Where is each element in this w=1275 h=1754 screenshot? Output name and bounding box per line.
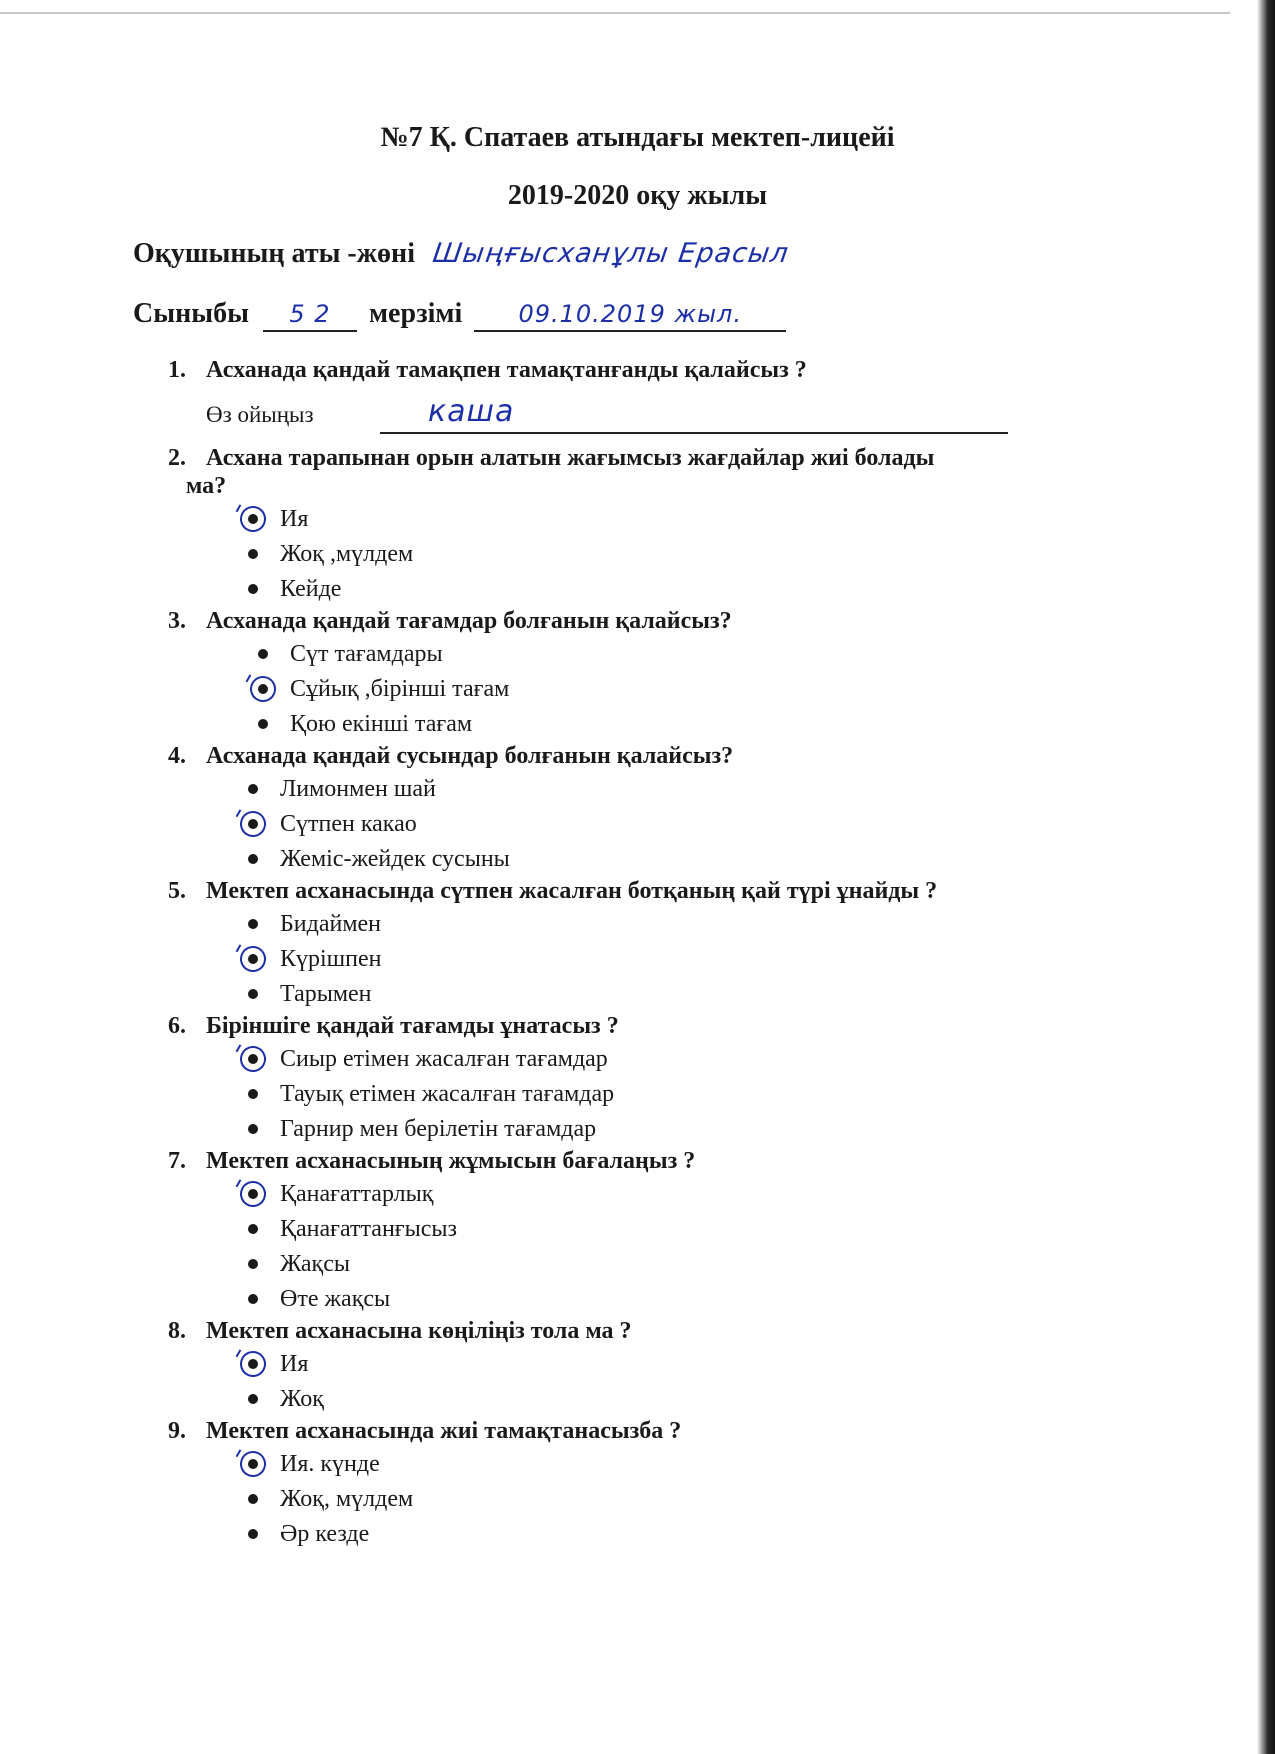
question-6 xyxy=(168,1012,1168,1147)
option xyxy=(168,537,1168,572)
option-label: Қанағаттанғысыз xyxy=(280,1216,458,1242)
bullet-icon xyxy=(248,1224,258,1234)
question-number: 5. xyxy=(168,878,186,904)
option-label: Бидаймен xyxy=(280,911,382,937)
bullet-icon xyxy=(258,649,268,659)
open-answer-label: Өз ойыңыз xyxy=(206,402,314,427)
scan-page-edge xyxy=(1257,0,1275,1754)
bullet-icon xyxy=(258,719,268,729)
bullet-icon xyxy=(248,1259,258,1269)
question-text-line-2: ма? xyxy=(186,473,227,499)
bullet-icon xyxy=(248,954,258,964)
option xyxy=(168,1212,1168,1247)
question-title xyxy=(168,877,1168,905)
question-title xyxy=(168,1317,1168,1345)
student-name-handwritten: Шыңғысханұлы Ерасыл xyxy=(430,238,791,269)
question-text: Асханада қандай сусындар болғанын қалайсыз? xyxy=(206,743,734,769)
option-label: Жоқ, мүлдем xyxy=(280,1486,414,1512)
question-text: Біріншіге қандай тағамды ұнатасыз ? xyxy=(206,1013,619,1039)
question-text: Мектеп асханасында сүтпен жасалған ботқаның қай түрі ұнайды ? xyxy=(206,878,938,904)
question-number: 7. xyxy=(168,1148,186,1174)
question-text: Асханада қандай тамақпен тамақтанғанды қалайсыз ? xyxy=(206,357,807,383)
question-7 xyxy=(168,1147,1168,1317)
date-handwritten: 09.10.2019 жыл. xyxy=(518,300,743,328)
option xyxy=(168,977,1168,1012)
answer-line xyxy=(380,432,1008,434)
option-label: Сұйық ,бірінші тағам xyxy=(290,676,510,702)
option-selected xyxy=(168,672,1168,707)
question-8 xyxy=(168,1317,1168,1417)
bullet-icon xyxy=(248,549,258,559)
open-answer-handwritten: каша xyxy=(428,394,515,429)
questionnaire xyxy=(168,356,1168,1552)
option xyxy=(168,1247,1168,1282)
option-label: Тауық етімен жасалған тағамдар xyxy=(280,1081,615,1107)
option-label: Жоқ ,мүлдем xyxy=(280,541,414,567)
question-number: 9. xyxy=(168,1418,186,1444)
option xyxy=(168,1112,1168,1147)
class-date-row xyxy=(133,298,786,332)
question-4 xyxy=(168,742,1168,877)
option-label: Жеміс-жейдек сусыны xyxy=(280,846,510,872)
options-list xyxy=(168,502,1168,607)
option-label: Күрішпен xyxy=(280,946,382,972)
option xyxy=(168,772,1168,807)
school-title: №7 Қ. Спатаев атындағы мектеп-лицейі xyxy=(380,122,895,153)
question-title xyxy=(168,742,1168,770)
options-list xyxy=(168,772,1168,877)
option xyxy=(168,1282,1168,1317)
option-label: Сиыр етімен жасалған тағамдар xyxy=(280,1046,608,1072)
bullet-icon xyxy=(248,1394,258,1404)
bullet-icon xyxy=(248,514,258,524)
question-text xyxy=(186,444,1168,500)
question-text: Асханада қандай тағамдар болғанын қалайсыз? xyxy=(206,608,732,634)
option xyxy=(168,1517,1168,1552)
bullet-icon xyxy=(248,919,258,929)
question-5 xyxy=(168,877,1168,1012)
question-title xyxy=(168,444,1168,500)
option-selected xyxy=(168,1042,1168,1077)
class-blank xyxy=(263,298,357,332)
bullet-icon xyxy=(258,684,268,694)
option xyxy=(168,907,1168,942)
question-text: Мектеп асханасына көңіліңіз тола ма ? xyxy=(206,1318,632,1344)
option-label: Тарымен xyxy=(280,981,372,1007)
option-selected xyxy=(168,1347,1168,1382)
option-label: Сүт тағамдары xyxy=(290,641,443,667)
bullet-icon xyxy=(248,1529,258,1539)
question-2 xyxy=(168,444,1168,607)
bullet-icon xyxy=(248,1054,258,1064)
options-list xyxy=(168,1042,1168,1147)
option-label: Өте жақсы xyxy=(280,1286,391,1312)
option-selected xyxy=(168,942,1168,977)
option-label: Ия. күнде xyxy=(280,1451,380,1477)
scan-top-rule xyxy=(0,12,1230,14)
question-title xyxy=(168,1147,1168,1175)
class-label: Сыныбы xyxy=(133,298,249,329)
options-list xyxy=(168,637,1168,742)
question-9 xyxy=(168,1417,1168,1552)
bullet-icon xyxy=(248,784,258,794)
date-label: мерзімі xyxy=(368,298,463,329)
bullet-icon xyxy=(248,584,258,594)
class-handwritten: 5 2 xyxy=(289,300,331,328)
bullet-icon xyxy=(248,854,258,864)
question-number: 6. xyxy=(168,1013,186,1039)
question-number: 8. xyxy=(168,1318,186,1344)
bullet-icon xyxy=(248,1124,258,1134)
bullet-icon xyxy=(248,1494,258,1504)
academic-year: 2019-2020 оқу жылы xyxy=(507,180,768,211)
option xyxy=(168,572,1168,607)
bullet-icon xyxy=(248,989,258,999)
option-label: Жақсы xyxy=(280,1251,350,1277)
question-text: Мектеп асханасында жиі тамақтанасызба ? xyxy=(206,1418,682,1444)
bullet-icon xyxy=(248,819,258,829)
question-number: 4. xyxy=(168,743,186,769)
question-number: 1. xyxy=(168,357,186,383)
option-label: Ия xyxy=(280,1351,309,1377)
option-selected xyxy=(168,502,1168,537)
option-label: Лимонмен шай xyxy=(280,776,436,802)
option-label: Әр кезде xyxy=(280,1521,370,1547)
option-label: Қою екінші тағам xyxy=(290,711,473,737)
question-3 xyxy=(168,607,1168,742)
options-list xyxy=(168,1177,1168,1317)
option-label: Жоқ xyxy=(280,1386,324,1412)
bullet-icon xyxy=(248,1459,258,1469)
question-title xyxy=(168,356,1168,384)
option xyxy=(168,637,1168,672)
bullet-icon xyxy=(248,1089,258,1099)
bullet-icon xyxy=(248,1359,258,1369)
bullet-icon xyxy=(248,1294,258,1304)
question-text-line-1: Асхана тарапынан орын алатын жағымсыз жағдайлар жиі болады xyxy=(206,445,935,471)
student-name-row xyxy=(133,238,789,270)
option-label: Ия xyxy=(280,506,309,532)
option-selected xyxy=(168,1447,1168,1482)
question-title xyxy=(168,1417,1168,1445)
question-title xyxy=(168,1012,1168,1040)
options-list xyxy=(168,1347,1168,1417)
option xyxy=(168,1482,1168,1517)
question-number: 3. xyxy=(168,608,186,634)
option xyxy=(168,1382,1168,1417)
option-label: Қанағаттарлық xyxy=(280,1181,434,1207)
question-number: 2. xyxy=(168,445,186,471)
option xyxy=(168,842,1168,877)
open-answer xyxy=(206,394,1168,438)
option-label: Гарнир мен берілетін тағамдар xyxy=(280,1116,597,1142)
option-label: Кейде xyxy=(280,576,342,602)
options-list xyxy=(168,907,1168,1012)
option-selected xyxy=(168,807,1168,842)
question-text: Мектеп асханасының жұмысын бағалаңыз ? xyxy=(206,1148,696,1174)
option xyxy=(168,707,1168,742)
question-title xyxy=(168,607,1168,635)
bullet-icon xyxy=(248,1189,258,1199)
date-blank xyxy=(474,298,786,332)
option-label: Сүтпен какао xyxy=(280,811,417,837)
option-selected xyxy=(168,1177,1168,1212)
option xyxy=(168,1077,1168,1112)
student-name-label: Оқушының аты -жөні xyxy=(133,238,415,269)
options-list xyxy=(168,1447,1168,1552)
question-1 xyxy=(168,356,1168,438)
